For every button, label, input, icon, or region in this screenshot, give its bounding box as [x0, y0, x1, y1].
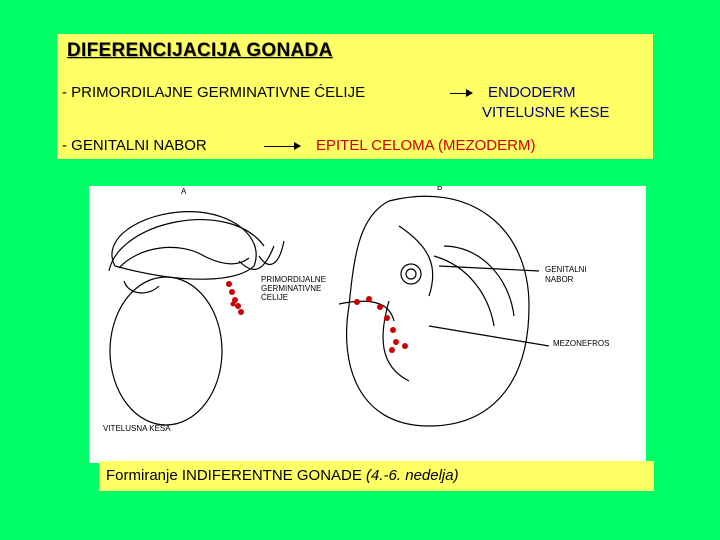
slide-title: DIFERENCIJACIJA GONADA — [67, 40, 333, 61]
embryo-illustration — [89, 186, 646, 463]
endoderm-label: ENDODERM — [488, 84, 576, 101]
caption-text — [106, 467, 459, 484]
caption-main: Formiranje INDIFERENTNE GONADE — [106, 467, 367, 484]
panel-b-label: B — [437, 186, 443, 192]
germ-cells-b — [354, 296, 408, 353]
panel-a-label: A — [181, 187, 187, 196]
yolk-sac-label: VITELUSNA KESA — [103, 424, 171, 433]
pgc-label: - PRIMORDILAJNE GERMINATIVNE ĆELIJE — [62, 84, 366, 101]
genital-ridge-diagram-label-2: NABOR — [545, 275, 574, 284]
genital-ridge-label: - GENITALNI NABOR — [62, 137, 207, 154]
mesonephros-label: MEZONEFROS — [553, 339, 610, 348]
pgc-diagram-label-2: GERMINATIVNE — [261, 284, 322, 293]
germ-cells-a — [226, 281, 244, 315]
embryo-diagram — [89, 186, 646, 463]
arrow-icon — [450, 93, 472, 94]
vitelusne-kese-label: VITELUSNE KESE — [482, 104, 610, 121]
genital-ridge-diagram-label-1: GENITALNI — [545, 265, 587, 274]
coelom-epithelium-label: EPITEL CELOMA (MEZODERM) — [316, 137, 536, 154]
caption-weeks: (4.-6. nedelja) — [366, 467, 459, 484]
pgc-diagram-label-3: ĆELIJE — [261, 293, 289, 302]
pgc-diagram-label-1: PRIMORDIJALNE — [261, 275, 326, 284]
arrow-icon — [264, 146, 300, 147]
